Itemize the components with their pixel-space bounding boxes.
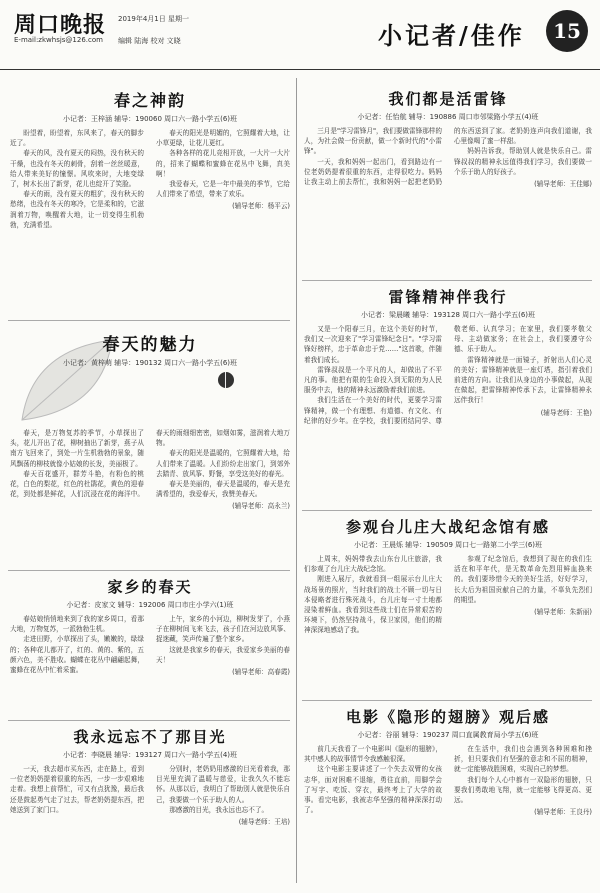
article-lei-feng-living <box>304 88 592 276</box>
article-headline: 我永远忘不了那目光 <box>73 728 227 746</box>
page-number: 15 <box>546 10 588 52</box>
article-paragraph: 我们每个人心中都有一双隐形的翅膀，只要我们勇敢地飞翔，就一定能够飞得更高、更远。 <box>454 775 592 805</box>
newspaper-logo: 周口晚报 <box>14 12 107 38</box>
article-paragraph: 走进田野，小草探出了头，嫩嫩的，绿绿的；各种花儿都开了，红的、黄的、紫的，五颜六色，美不胜收。蝴蝶在花丛中翩翩起舞，蜜蜂在花丛中忙着采蜜。 <box>10 635 144 675</box>
article-paragraph: 这个电影主要讲述了一个失去双臂的女孩志华，面对困难不退缩，勇往直前，用脚学会了写字、吃饭、穿衣，最终考上了大学的故事。看完电影，我被志华坚强的精神深深打动了。 <box>304 765 442 815</box>
article-paragraph: 春天是美丽的，春天是温暖的，春天是充满希望的，我爱春天，我赞美春天。 <box>156 480 290 499</box>
section-divider <box>302 510 592 511</box>
article-paragraph: 春天的风，没有夏天的闷热，没有秋天的干燥，也没有冬天的刺骨，刮着一丝丝暖意，给人带来美好的憧憬。风吹来时，大地变绿了，树木长出了新芽，花儿也绽开了笑脸。 <box>10 149 144 189</box>
article-paragraph: 又是一个阳春三月，在这个美好的时节，我们又一次迎来了"学习雷锋纪念日"。"学习雷锋好榜样，忠于革命忠于党……"这首歌，伴随着我们成长。 <box>304 325 442 364</box>
article-byline: 小记者：梁晨曦 辅导：193128 周口六一路小学五(6)班 <box>360 311 536 319</box>
section-divider <box>8 570 290 571</box>
article-headline: 家乡的春天 <box>107 578 193 596</box>
article-paragraph: 刚进入展厅，我就看到一组展示台儿庄大战场景的照片，当时我们的战士不顾一切与日本侵略者进行殊死战斗，台儿庄每一寸土地都浸染着鲜血。我看到这些战士们在异常艰苦的环境下，仍然坚持战斗，保卫家园，他们的精神深深地感动了我。 <box>304 575 442 635</box>
article-paragraph: 前几天我看了一个电影叫《隐形的翅膀》，其中感人的故事情节令我感触很深。 <box>304 745 442 764</box>
article-paragraph: 在生活中，我们也会遇到各种困难和挫折，但只要我们有坚强的意志和不屈的精神，就一定能够战胜困难，实现自己的梦想。 <box>454 745 592 774</box>
article-body <box>10 764 290 827</box>
article-paragraph: 这就是我家乡的春天，我爱家乡美丽的春天！ <box>156 645 290 664</box>
article-teacher: (辅导老师：朱新丽) <box>534 608 592 617</box>
article-paragraph: 上周末，妈妈带我去山东台儿庄旅游，我们参观了台儿庄大战纪念馆。 <box>304 555 442 574</box>
article-body <box>10 128 290 230</box>
article-teacher: (辅导老师：王良丹) <box>534 808 592 817</box>
article-headline: 参观台儿庄大战纪念馆有感 <box>345 518 550 536</box>
masthead <box>0 0 600 70</box>
column-divider <box>296 78 297 883</box>
article-spring-charm <box>10 88 290 316</box>
article-body <box>304 126 592 189</box>
article-byline: 小记者：李晓晨 辅导：193127 周口六一路小学五(4)班 <box>62 751 238 759</box>
article-paragraph: 春天的阳光是温暖的，它照耀着大地，给人们带来了温暖。人们纷纷走出家门，到郊外去踏青、放风筝、野餐，享受这美好的春光。 <box>156 449 290 478</box>
article-paragraph: 一天，我去超市买东西，走在路上，看到一位老奶奶提着很重的东西，一步一步艰难地走着。我想上前帮忙，可又有点犹豫，最后我还是鼓起勇气走了过去，帮老奶奶提东西，把她送到了家门口。 <box>10 765 144 814</box>
article-body <box>304 744 592 817</box>
article-teacher: (辅导老师：高春霞) <box>232 668 290 677</box>
article-body <box>10 428 290 512</box>
article-paragraph: 上午，家乡的小河边，柳树发芽了，小燕子在柳树间飞来飞去，孩子们在河边放风筝、捉迷藏，笑声传遍了整个家乡。 <box>156 615 290 644</box>
editor-credit: 编辑 陆海 校对 文晓 <box>118 37 181 45</box>
contact-email: E-mail:zkwhsjs@126.com <box>14 36 103 44</box>
article-byline: 小记者：王梓涵 辅导：190060 周口六一路小学五(6)班 <box>62 115 238 123</box>
section-divider <box>302 280 592 281</box>
article-never-forget <box>10 726 290 888</box>
article-paragraph: 一天，我和妈妈一起出门，看到路边有一位老奶奶提着很重的东西，走得很吃力。妈妈让我主动上前去帮忙，我和妈妈一起把老奶奶的东西送到了家。老奶奶连声向我们道谢，我心里像喝了蜜一样甜。 <box>304 127 592 187</box>
section-divider <box>8 720 290 721</box>
article-paragraph: 雷锋叔叔是一个平凡的人，却做出了不平凡的事。他把有限的生命投入到无限的为人民服务中去，他的精神永远激励着我们前进。 <box>304 365 442 395</box>
article-paragraph: 春天百花盛开，群芳斗艳，有粉色的桃花，白色的梨花，红色的杜鹃花，黄色的迎春花，到处都是鲜花，人们沉浸在花的海洋中。春天的雨细细密密，如烟如雾，滋润着大地万物。 <box>10 429 290 499</box>
article-headline: 春之神韵 <box>113 91 186 110</box>
article-spring-charm-2 <box>10 330 290 566</box>
article-headline: 春天的魅力 <box>102 335 198 355</box>
article-paragraph: 春天，是万物复苏的季节，小草探出了头，花儿开出了花，柳树抽出了新芽，燕子从南方飞回来了，到处一片生机勃勃的景象，随风飘荡的柳枝就像小姑娘的长发，美丽极了。 <box>10 429 144 468</box>
article-byline: 小记者：任怡航 辅导：190886 周口市邻梁路小学五(4)班 <box>357 113 539 121</box>
article-paragraph: 雷锋精神就是一面镜子，折射出人们心灵的美好；雷锋精神就是一座灯塔，指引着我们前进的方向。让我们从身边的小事做起，从现在做起，把雷锋精神传承下去，让雷锋精神永远伴我行！ <box>454 355 592 405</box>
article-paragraph: 那感激的目光，我永远也忘不了。 <box>169 805 269 814</box>
article-paragraph: 我们生活在一个美好的时代，更要学习雷锋精神，做一个有理想、有道德、有文化、有纪律的好少年。在学校，我们要团结同学、尊敬老师、认真学习；在家里，我们要孝敬父母、主动做家务；在社会上，我们要遵守公德、乐于助人。 <box>304 325 592 425</box>
article-paragraph: 盼望着，盼望着，东风来了，春天的脚步近了。 <box>10 129 144 148</box>
article-byline: 小记者：皮家文 辅导：192006 周口市庄小学六(1)班 <box>66 601 234 609</box>
article-paragraph: 分别时，老奶奶用感激的目光看着我，那目光里充满了温暖与慈爱，让我久久不能忘怀。从那以后，我明白了帮助别人就是快乐自己，我要做一个乐于助人的人。 <box>156 765 290 804</box>
article-paragraph: 春天的阳光是明媚的，它照耀着大地，让小草更绿，让花儿更红。 <box>156 129 290 148</box>
article-teacher: (辅导老师：王培) <box>238 818 290 827</box>
article-paragraph: 妈妈告诉我，帮助别人就是快乐自己。雷锋叔叔的精神永远值得我们学习，我们要做一个乐于助人的好孩子。 <box>454 147 592 176</box>
article-lei-feng-spirit <box>304 286 592 506</box>
section-divider <box>302 700 592 701</box>
article-teacher: (辅导老师：杨平云) <box>232 202 290 211</box>
article-paragraph: 各种各样的花儿竞相开放，一大片一大片的，招来了蝴蝶和蜜蜂在花丛中飞舞，真美啊！ <box>156 149 290 178</box>
article-taierzhuang <box>304 516 592 696</box>
article-invisible-wings <box>304 706 592 888</box>
section-divider <box>8 320 290 321</box>
article-paragraph: 春姑娘悄悄地来到了我的家乡周口，看那大地，万物复苏，一派勃勃生机。 <box>10 615 144 634</box>
article-teacher: (辅导老师：王艳) <box>540 408 592 417</box>
article-teacher: (辅导老师：王佳娜) <box>534 180 592 189</box>
article-paragraph: 春天的雨，没有夏天的粗犷，没有秋天的愁绪，也没有冬天的寒冷，它是柔和的，它滋润着万物，唤醒着大地，让一切变得生机勃勃，充满希望。 <box>10 190 144 229</box>
issue-date: 2019年4月1日 星期一 <box>118 15 189 23</box>
article-teacher: (辅导老师：高永兰) <box>232 502 290 511</box>
article-byline: 小记者：谷丽 辅导：190237 周口直属教育局小学五(6)班 <box>357 731 539 739</box>
article-paragraph: 参观了纪念馆后，我想到了现在的我们生活在和平年代，是无数革命先烈用鲜血换来的。我们要珍惜今天的美好生活，好好学习，长大后为祖国贡献自己的力量，不辜负先烈们的期望。 <box>454 555 592 604</box>
article-byline: 小记者：黄梓萌 辅导：190132 周口六一路小学五(6)班 <box>62 359 238 367</box>
article-body <box>304 554 592 636</box>
article-headline: 电影《隐形的翅膀》观后感 <box>345 708 550 726</box>
article-hometown-spring <box>10 576 290 716</box>
article-body <box>10 614 290 677</box>
article-paragraph: 我爱春天，它是一年中最美的季节，它给人们带来了希望，带来了欢乐。 <box>156 180 290 199</box>
article-byline: 小记者：王晨烁 辅导：190509 周口七一路第二小学三(6)班 <box>353 541 543 549</box>
article-headline: 雷锋精神伴我行 <box>388 288 508 306</box>
article-paragraph: 三月是"学习雷锋月"，我们要做雷锋那样的人，为社会做一份贡献，做一个新时代的"小雷锋"。 <box>304 127 442 156</box>
article-headline: 我们都是活雷锋 <box>388 90 508 108</box>
section-title: 小记者/佳作 <box>378 21 525 50</box>
article-body <box>304 324 592 426</box>
